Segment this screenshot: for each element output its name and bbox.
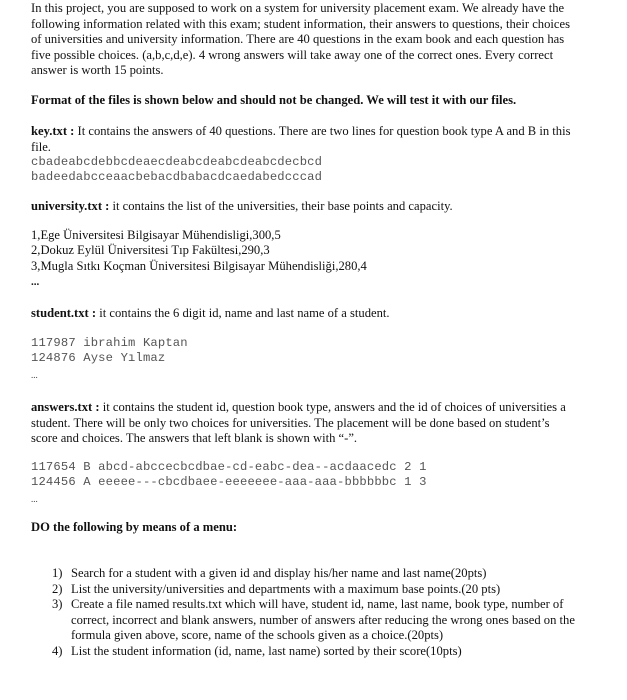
- answers-file-name: answers.txt :: [31, 400, 100, 414]
- university-desc-text: it contains the list of the universities, their base points and capacity.: [112, 199, 453, 213]
- university-entry: 1,Ege Üniversitesi Bilgisayar Mühendisligi,300,5: [31, 227, 281, 242]
- answers-entry: 117654 B abcd-abccecbcdbae-cd-eabc-dea--acdaacedc 2 1: [31, 459, 427, 474]
- answers-entry: 124456 A eeeee---cbcdbaee-eeeeeee-aaa-aaa-bbbbbbc 1 3: [31, 474, 427, 489]
- answers-desc-text: it contains the student id, question book type, answers and the id of choices of universities a student. There will be only two choices for universities. The placement will be done based on student’s score and choices. The answers that left blank is shown with “-”.: [31, 400, 566, 445]
- student-ellipsis: ...: [31, 369, 38, 380]
- student-description: [31, 306, 576, 322]
- task-text: Create a file named results.txt which will have, student id, name, last name, book type, number of correct, incorrect and blank answers, number of answers after reducing the wrong ones based on the formula given above, score, name of the schools given as a choice.(20pts): [71, 597, 575, 642]
- task-number: 4): [52, 643, 63, 658]
- key-description: [31, 124, 576, 155]
- university-ellipsis: ...: [31, 276, 40, 288]
- university-entry: 2,Dokuz Eylül Üniversitesi Tıp Fakültesi,290,3: [31, 243, 270, 257]
- task-text: Search for a student with a given id and display his/her name and last name(20pts): [71, 566, 487, 580]
- task-text: List the university/universities and departments with a maximum base points.(20 pts): [71, 581, 501, 596]
- answers-entries: [31, 460, 576, 490]
- student-entry: 124876 Ayse Yılmaz: [31, 350, 166, 365]
- university-section: [31, 199, 576, 288]
- task-item: [52, 643, 576, 660]
- answers-ellipsis: ...: [31, 493, 38, 504]
- university-file-name: university.txt :: [31, 199, 110, 213]
- menu-heading: DO the following by means of a menu:: [31, 520, 238, 534]
- answers-description: [31, 400, 576, 447]
- format-note: Format of the files is shown below and should not be changed. We will test it with our files.: [31, 93, 517, 107]
- intro-paragraph: In this project, you are supposed to work on a system for university placement exam. We already have the following information related with this exam; student information, their answers to questions, their choices of universities and university information. There are 40 questions in the exam book and each question has five possible choices. (a,b,c,d,e). 4 wrong answers will take away one of the correct ones. Every correct answer is worth 15 points.: [31, 1, 570, 77]
- task-number: 2): [52, 581, 63, 596]
- task-text: List the student information (id, name, last name) sorted by their score(10pts): [71, 643, 462, 658]
- task-item: [52, 581, 576, 598]
- key-line-b: badeedabcceaacbebacdbabacdcaedabedcccad: [31, 170, 323, 184]
- student-file-name: student.txt :: [31, 306, 97, 320]
- task-item: [52, 597, 576, 644]
- task-list: [31, 566, 576, 659]
- student-entries: [31, 336, 576, 366]
- task-item: [52, 566, 576, 582]
- university-entry: 3,Mugla Sıtkı Koçman Üniversitesi Bilgisayar Mühendisliği,280,4: [31, 258, 367, 273]
- key-file-name: key.txt :: [31, 124, 75, 138]
- student-desc-text: it contains the 6 digit id, name and last name of a student.: [99, 306, 390, 320]
- key-section: [31, 124, 576, 185]
- answers-section: [31, 400, 576, 504]
- university-description: [31, 199, 576, 215]
- key-desc-text: It contains the answers of 40 questions. There are two lines for question book type A and B in this file.: [31, 124, 571, 154]
- student-section: [31, 306, 576, 380]
- task-number: 1): [52, 566, 63, 580]
- university-entries: [31, 228, 576, 275]
- task-number: 3): [52, 597, 63, 611]
- key-line-a: cbadeabcdebbcdeaecdeabcdeabcdeabcdecbcd: [31, 155, 323, 169]
- student-entry: 117987 ibrahim Kaptan: [31, 335, 188, 350]
